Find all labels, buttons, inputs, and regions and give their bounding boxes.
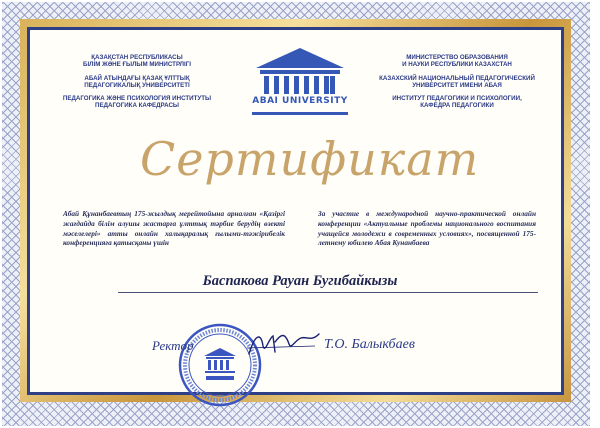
header-right-line2: И НАУКИ РЕСПУБЛИКИ КАЗАХСТАН	[402, 61, 512, 69]
handwritten-signature	[245, 328, 325, 358]
header-right-line5: ИНСТИТУТ ПЕДАГОГИКИ И ПСИХОЛОГИИ,	[392, 95, 522, 103]
name-underline	[118, 292, 538, 293]
university-logo-icon	[244, 46, 356, 122]
header-right	[378, 54, 536, 110]
header-left	[62, 54, 212, 110]
logo-wordmark: ABAI UNIVERSITY	[252, 96, 348, 106]
recipient-name: Баспакова Рауан Бугибайкызы	[202, 273, 398, 289]
header-left-line2: БІЛІМ ЖӘНЕ ҒЫЛЫМ МИНИСТРЛІГІ	[83, 61, 191, 69]
header-left-line1: ҚАЗАҚСТАН РЕСПУБЛИКАСЫ	[91, 54, 183, 61]
header-left-line3: АБАЙ АТЫНДАҒЫ ҚАЗАҚ ҰЛТТЫҚ	[84, 74, 190, 82]
rector-label: Ректор	[152, 338, 194, 353]
header-left-line5: ПЕДАГОГИКА ЖӘНЕ ПСИХОЛОГИЯ ИНСТИТУТЫ	[62, 95, 212, 103]
rector-name: Т.О. Балыкбаев	[324, 337, 415, 352]
paragraph-russian: За участие в международной научно-практической онлайн конференции «Актуальные проблемы национального воспитания учащейся молодежи в современных условиях», посвященной 175-летнему юбилею Абая Кунанбаева	[318, 209, 536, 248]
header-right-line3: КАЗАХСКИЙ НАЦИОНАЛЬНЫЙ ПЕДАГОГИЧЕСКИЙ	[379, 74, 535, 82]
header-right-line6: КАФЕДРА ПЕДАГОГИКИ	[420, 102, 494, 110]
header-left-line6: ПЕДАГОГИКА КАФЕДРАСЫ	[95, 102, 179, 110]
certificate-title: Сертификат	[140, 132, 480, 186]
header-left-line4: ПЕДАГОГИКАЛЫҚ УНИВЕРСИТЕТІ	[84, 81, 190, 89]
paragraph-kazakh: Абай Құнанбаевтың 175-жылдық мерейтойына арналған «Қазіргі жағдайда білім алушы жастарға ұлттық тәрбие берудің өзекті мәселелері» атты онлайн халықаралық ғылыми-тәжірибелік конференцияға қатысқаны үшін	[63, 209, 285, 248]
footer-city-year: Алматы, 2020	[277, 384, 325, 391]
header-right-line4: УНИВЕРСИТЕТ ИМЕНИ АБАЯ	[412, 81, 502, 89]
scan-margin	[592, 0, 600, 428]
header-right-line1: МИНИСТЕРСТВО ОБРАЗОВАНИЯ	[406, 54, 508, 61]
